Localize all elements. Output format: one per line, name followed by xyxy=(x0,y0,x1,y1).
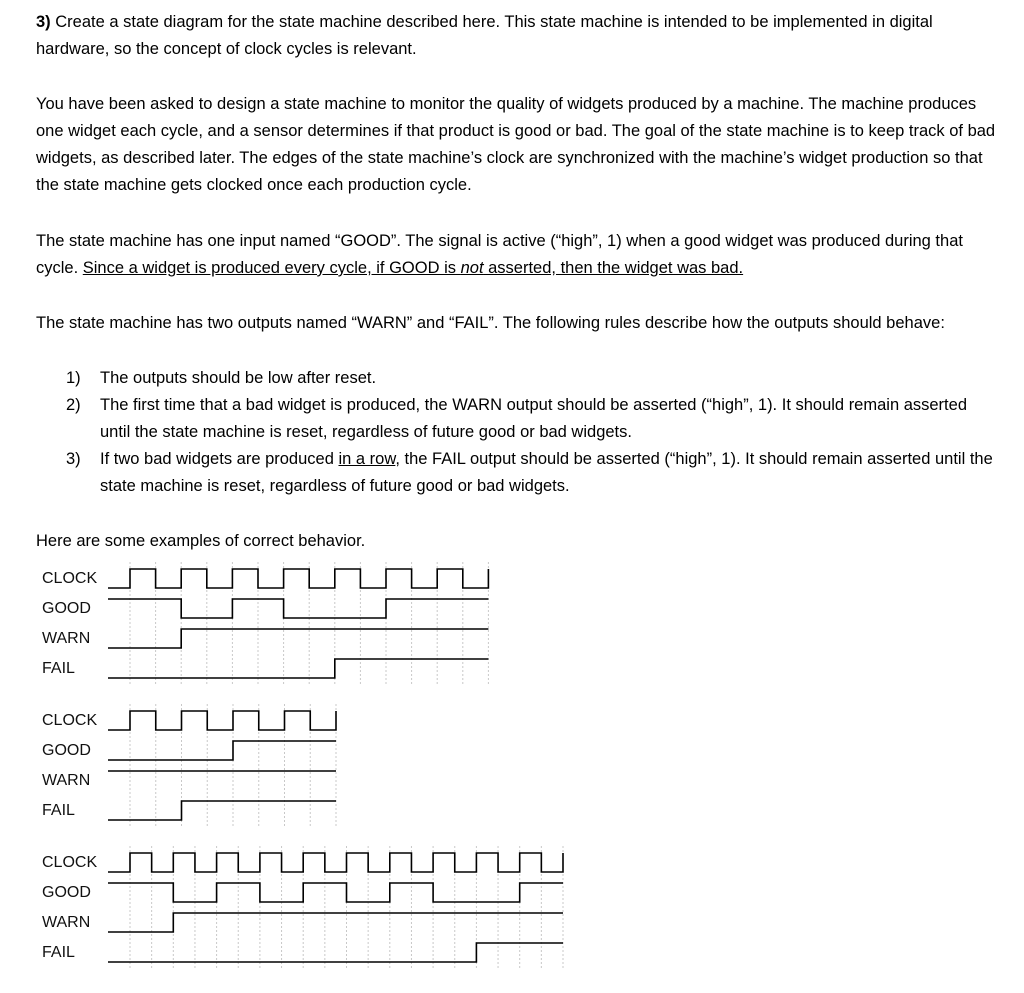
paragraph-outputs: The state machine has two outputs named “WARN” and “FAIL”. The following rules describe how the outputs should behave: xyxy=(36,314,945,332)
signal-label-good: GOOD xyxy=(42,742,91,759)
timing-diagram-3 xyxy=(42,846,563,968)
question-number: 3) xyxy=(36,13,51,31)
waveform-warn xyxy=(108,913,563,932)
waveform-fail xyxy=(108,801,336,820)
examples-label: Here are some examples of correct behavior. xyxy=(36,532,366,550)
waveform-fail xyxy=(108,943,563,962)
question-text: Create a state diagram for the state machine described here. This state machine is intended to be implemented in digital hardware, so the concept of clock cycles is relevant. xyxy=(36,13,933,58)
waveform-good xyxy=(108,741,336,760)
signal-label-good: GOOD xyxy=(42,600,91,617)
timing-diagram-1 xyxy=(42,562,488,684)
signal-label-clock: CLOCK xyxy=(42,570,98,587)
paragraph-intro: You have been asked to design a state machine to monitor the quality of widgets produced by a machine. The machine produces one widget each cycle, and a sensor determines if that product is good or bad. The goal of the state machine is to keep track of bad widgets, as described later. The edges of the state machine’s clock are synchronized with the machine’s widget production so that the state machine gets clocked once each production cycle. xyxy=(36,95,996,194)
signal-label-clock: CLOCK xyxy=(42,712,98,729)
emphasis-not: not xyxy=(460,259,484,277)
signal-label-fail: FAIL xyxy=(42,802,75,819)
signal-label-fail: FAIL xyxy=(42,944,75,961)
waveform-clock xyxy=(108,853,563,872)
waveform-good xyxy=(108,599,488,618)
paragraph-input-text: The state machine has one input named “GOOD”. The signal is active (“high”, 1) when a good widget was produced during that cycle. xyxy=(36,232,963,277)
rule-item: 1) The outputs should be low after reset. xyxy=(66,369,377,387)
waveform-clock xyxy=(108,569,488,588)
signal-label-clock: CLOCK xyxy=(42,854,98,871)
signal-label-good: GOOD xyxy=(42,884,91,901)
signal-label-warn: WARN xyxy=(42,772,91,789)
signal-label-fail: FAIL xyxy=(42,660,75,677)
timing-diagram-2 xyxy=(42,704,336,826)
rule-item: 3) If two bad widgets are produced in a row, the FAIL output should be asserted (“high”, 1). It should remain asserted until the state machine is reset, regardless of future good or bad widgets. xyxy=(66,450,993,495)
signal-label-warn: WARN xyxy=(42,914,91,931)
signal-label-warn: WARN xyxy=(42,630,91,647)
waveform-clock xyxy=(108,711,336,730)
waveform-warn xyxy=(108,629,488,648)
waveform-good xyxy=(108,883,563,902)
underlined-note: Since a widget is produced every cycle, if GOOD is not asserted, then the widget was bad. xyxy=(82,259,744,277)
waveform-fail xyxy=(108,659,488,678)
rule-item: 2) The first time that a bad widget is produced, the WARN output should be asserted (“high”, 1). It should remain asserted until the state machine is reset, regardless of future good or bad widgets. xyxy=(66,396,967,441)
underlined-in-a-row: in a row xyxy=(338,450,396,468)
